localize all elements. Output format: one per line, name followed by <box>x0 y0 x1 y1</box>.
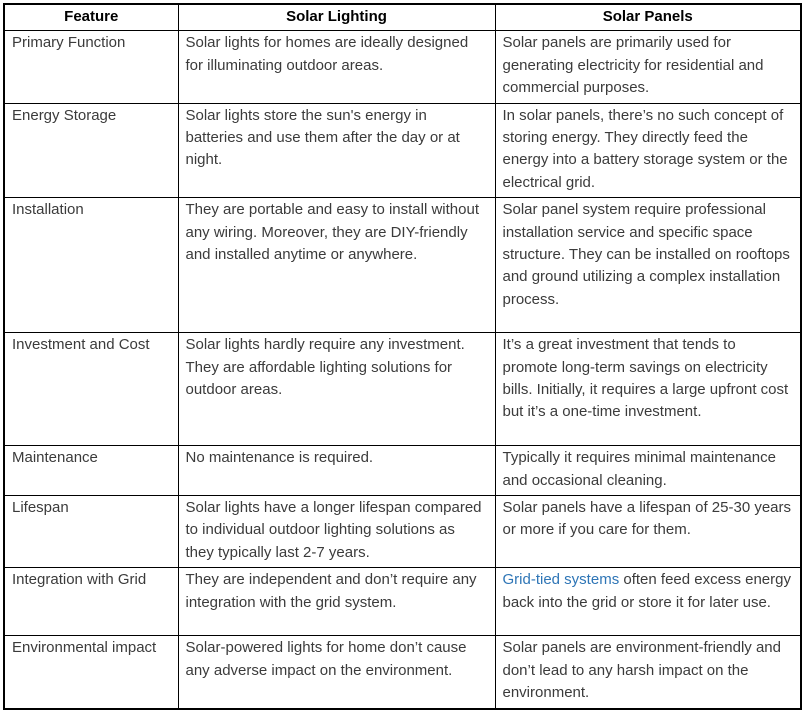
feature-cell: Investment and Cost <box>4 333 178 446</box>
table-row <box>4 31 801 103</box>
solar-lighting-cell: They are portable and easy to install without any wiring. Moreover, they are DIY-friendly and installed anytime or anywhere. <box>178 198 495 333</box>
solar-panels-cell-text: often feed excess energy back into the grid or store it for later use. <box>502 571 791 611</box>
solar-panels-cell: Solar panels have a lifespan of 25-30 years or more if you care for them. <box>495 496 801 568</box>
solar-lighting-cell: Solar-powered lights for home don’t cause any adverse impact on the environment. <box>178 636 495 709</box>
solar-panels-cell: In solar panels, there’s no such concept of storing energy. They directly feed the energy into a battery storage system or the electrical grid. <box>495 103 801 198</box>
column-header-feature: Feature <box>4 4 178 31</box>
feature-cell: Installation <box>4 198 178 333</box>
solar-lighting-cell: Solar lights store the sun's energy in batteries and use them after the day or at night. <box>178 103 495 198</box>
solar-lighting-cell: They are independent and don’t require any integration with the grid system. <box>178 568 495 636</box>
solar-lighting-cell: Solar lights for homes are ideally designed for illuminating outdoor areas. <box>178 31 495 103</box>
solar-panels-cell: Solar panels are primarily used for generating electricity for residential and commercial purposes. <box>495 31 801 103</box>
feature-cell: Integration with Grid <box>4 568 178 636</box>
solar-lighting-cell: Solar lights have a longer lifespan compared to individual outdoor lighting solutions as they typically last 2-7 years. <box>178 496 495 568</box>
header-row <box>4 4 801 31</box>
solar-panels-cell: It’s a great investment that tends to promote long-term savings on electricity bills. Initially, it requires a large upfront cost but it’s a one-time investment. <box>495 333 801 446</box>
solar-lighting-cell: No maintenance is required. <box>178 446 495 496</box>
column-header-solar-panels: Solar Panels <box>495 4 801 31</box>
solar-panels-cell: Typically it requires minimal maintenance and occasional cleaning. <box>495 446 801 496</box>
solar-panels-cell <box>495 568 801 636</box>
feature-cell: Lifespan <box>4 496 178 568</box>
table-row <box>4 568 801 636</box>
grid-tied-systems-link[interactable]: Grid-tied systems <box>502 571 620 589</box>
table-row <box>4 333 801 446</box>
table-row <box>4 103 801 198</box>
table-row <box>4 198 801 333</box>
feature-cell: Environmental impact <box>4 636 178 709</box>
solar-lighting-cell: Solar lights hardly require any investment. They are affordable lighting solutions for outdoor areas. <box>178 333 495 446</box>
column-header-solar-lighting: Solar Lighting <box>178 4 495 31</box>
table-row <box>4 496 801 568</box>
comparison-table <box>3 3 802 710</box>
feature-cell: Maintenance <box>4 446 178 496</box>
table-row <box>4 446 801 496</box>
solar-panels-cell: Solar panels are environment-friendly and don’t lead to any harsh impact on the environment. <box>495 636 801 709</box>
table-row <box>4 636 801 709</box>
feature-cell: Energy Storage <box>4 103 178 198</box>
solar-panels-cell: Solar panel system require professional installation service and specific space structure. They can be installed on rooftops and ground utilizing a complex installation process. <box>495 198 801 333</box>
feature-cell: Primary Function <box>4 31 178 103</box>
